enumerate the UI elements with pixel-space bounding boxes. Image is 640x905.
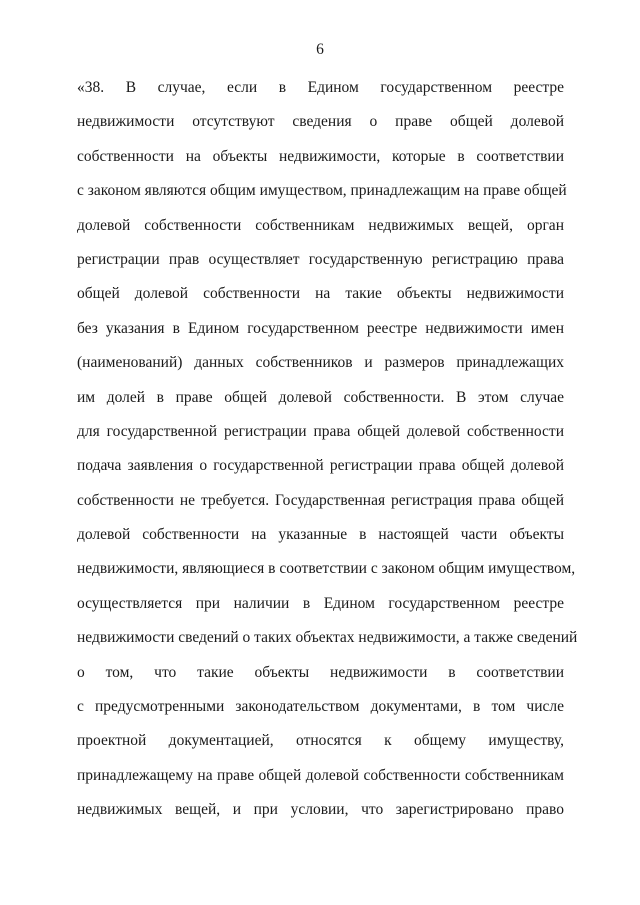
text-line: без указания в Едином государственном реестре недвижимости имен: [77, 319, 564, 337]
text-line: с законом являются общим имуществом, принадлежащим на праве общей: [77, 182, 567, 200]
text-line: (наименований) данных собственников и размеров принадлежащих: [77, 354, 564, 372]
text-line: долевой собственности на указанные в настоящей части объекты: [77, 526, 564, 544]
body-text: [77, 77, 578, 834]
text-line: для государственной регистрации права общей долевой собственности: [77, 422, 564, 440]
text-line: недвижимости, являющиеся в соответствии с законом общим имуществом,: [77, 560, 576, 578]
text-line: им долей в праве общей долевой собственности. В этом случае: [77, 388, 564, 406]
text-line: проектной документацией, относятся к общему имуществу,: [77, 732, 564, 750]
text-line: собственности на объекты недвижимости, которые в соответствии: [77, 147, 564, 165]
text-line: регистрации прав осуществляет государственную регистрацию права: [77, 250, 564, 268]
text-line: «38. В случае, если в Едином государственном реестре: [77, 79, 564, 96]
text-line: осуществляется при наличии в Едином государственном реестре: [77, 594, 564, 612]
text-line: недвижимости отсутствуют сведения о праве общей долевой: [77, 113, 564, 131]
text-line: общей долевой собственности на такие объекты недвижимости: [77, 285, 564, 303]
text-line: собственности не требуется. Государственная регистрация права общей: [77, 491, 564, 509]
text-line: недвижимых вещей, и при условии, что зарегистрировано право: [77, 801, 564, 819]
text-line: недвижимости сведений о таких объектах недвижимости, а также сведений: [77, 629, 578, 647]
text-line: с предусмотренными законодательством документами, в том числе: [77, 698, 564, 716]
page-number: 6: [316, 41, 324, 58]
text-line: долевой собственности собственникам недвижимых вещей, орган: [77, 216, 564, 234]
text-line: принадлежащему на праве общей долевой собственности собственникам: [77, 766, 564, 784]
text-line: подача заявления о государственной регистрации права общей долевой: [77, 457, 564, 475]
text-line: о том, что такие объекты недвижимости в соответствии: [77, 663, 564, 681]
